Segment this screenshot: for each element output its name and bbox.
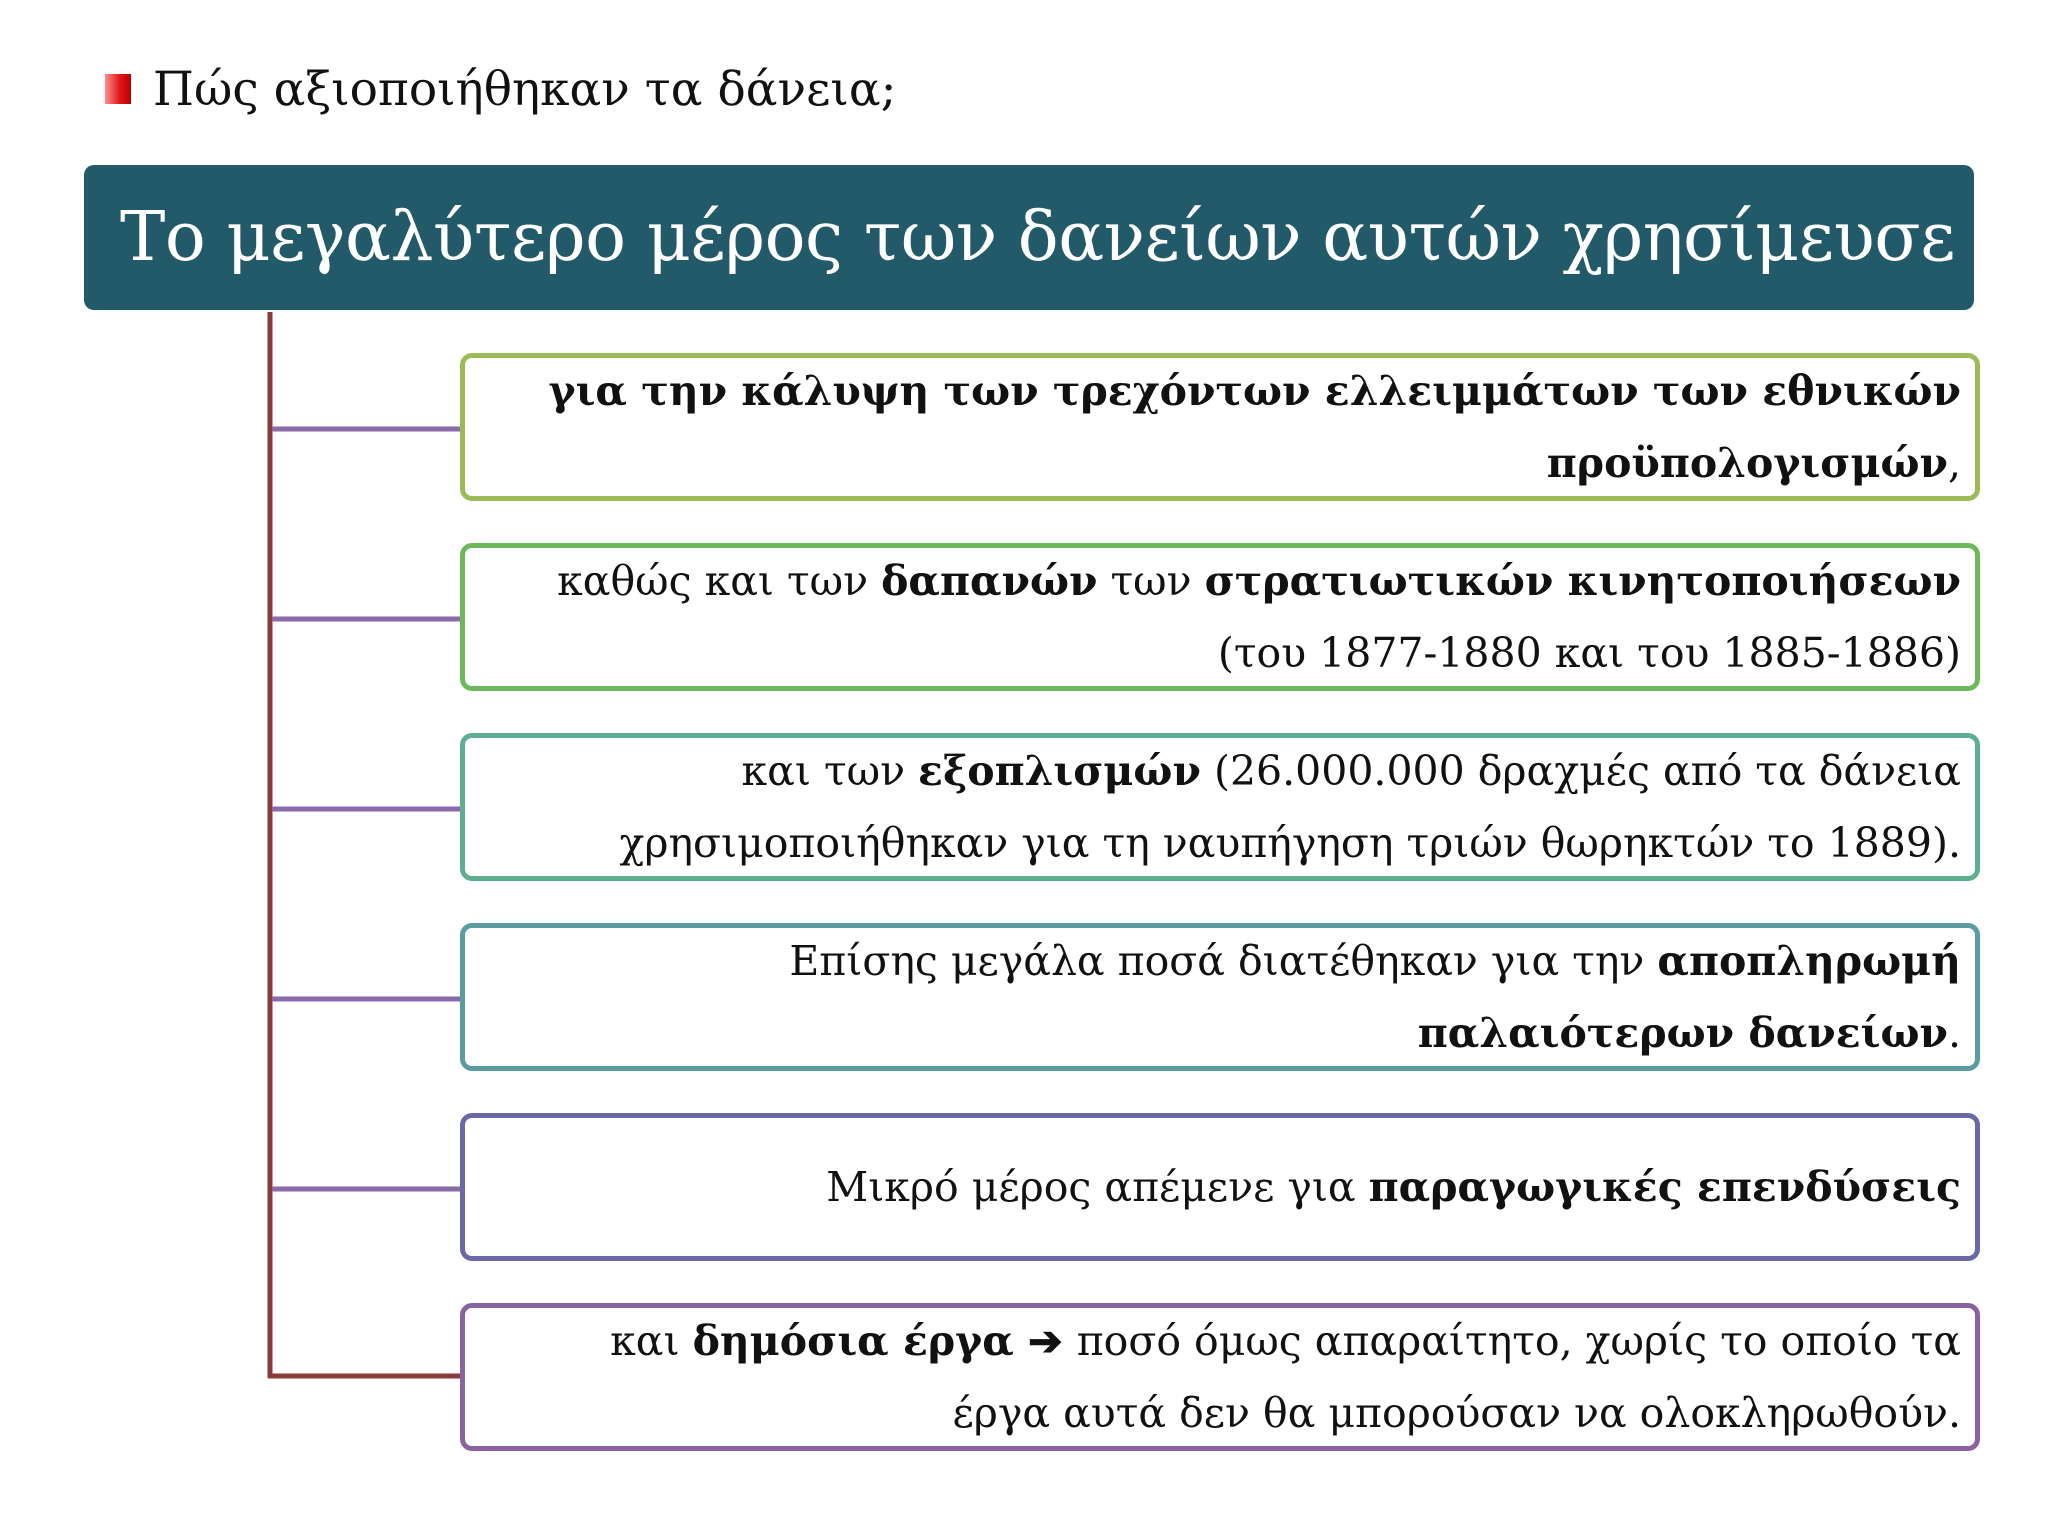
item-3-line-2 bbox=[620, 807, 1961, 879]
item-1-line-1 bbox=[549, 355, 1961, 427]
item-3-line-1 bbox=[742, 735, 1961, 807]
item-box-4 bbox=[460, 923, 1980, 1071]
item-1-bold-text: για την κάλυψη των τρεχόντων ελλειμμάτων των εθνικών bbox=[548, 367, 1961, 415]
item-6-text: και bbox=[610, 1317, 693, 1365]
item-5-bold-text: παραγωγικές επενδύσεις bbox=[1368, 1163, 1961, 1211]
item-box-3 bbox=[460, 733, 1980, 881]
item-1-line-2 bbox=[1547, 427, 1961, 499]
item-6-text-3: έργα αυτά δεν θα μπορούσαν να ολοκληρωθούν. bbox=[952, 1389, 1961, 1437]
item-2-text-3: (του 1877-1880 και του 1885-1886) bbox=[1217, 629, 1961, 677]
item-3-text-2: (26.000.000 δραχμές από τα δάνεια bbox=[1200, 747, 1961, 795]
item-6-line-2 bbox=[953, 1377, 1961, 1449]
header-title: Το μεγαλύτερο μέρος των δανείων αυτών χρησίμευσε bbox=[120, 198, 1955, 277]
question-text: Πώς αξιοποιήθηκαν τα δάνεια; bbox=[153, 61, 897, 117]
item-box-1 bbox=[460, 353, 1980, 501]
item-2-text-2: των bbox=[1097, 557, 1205, 605]
item-4-line-2 bbox=[1418, 997, 1961, 1069]
item-4-text: Επίσης μεγάλα ποσά διατέθηκαν για την bbox=[789, 937, 1658, 985]
item-box-6 bbox=[460, 1303, 1980, 1451]
question-row bbox=[105, 54, 896, 124]
arrow-right-icon: ➔ bbox=[1013, 1317, 1077, 1365]
item-3-bold-text: εξοπλισμών bbox=[918, 747, 1201, 795]
item-6-text-2: ποσό όμως απαραίτητο, χωρίς το οποίο τα bbox=[1076, 1317, 1961, 1365]
header-box bbox=[84, 165, 1974, 310]
item-2-text: καθώς και των bbox=[557, 557, 882, 605]
item-6-line-1 bbox=[610, 1305, 1961, 1377]
item-box-5 bbox=[460, 1113, 1980, 1261]
item-2-line-1 bbox=[557, 545, 1961, 617]
item-2-bold-text-2: στρατιωτικών κινητοποιήσεων bbox=[1204, 557, 1961, 605]
item-3-text-3: χρησιμοποιήθηκαν για τη ναυπήγηση τριών θωρηκτών το 1889). bbox=[619, 819, 1961, 867]
item-4-bold-text-2: παλαιότερων δανείων bbox=[1417, 1009, 1948, 1057]
item-1-bold-text-2: προϋπολογισμών bbox=[1546, 439, 1948, 487]
item-5-line-1 bbox=[826, 1151, 1961, 1223]
item-4-text-2: . bbox=[1947, 1009, 1961, 1057]
item-6-bold-text: δημόσια έργα bbox=[692, 1317, 1014, 1365]
item-2-line-2 bbox=[1218, 617, 1961, 689]
item-4-line-1 bbox=[789, 925, 1961, 997]
item-4-bold-text: αποπληρωμή bbox=[1657, 937, 1961, 985]
item-2-bold-text: δαπανών bbox=[881, 557, 1098, 605]
item-3-text: και των bbox=[741, 747, 919, 795]
item-box-2 bbox=[460, 543, 1980, 691]
item-5-text: Μικρό μέρος απέμενε για bbox=[826, 1163, 1369, 1211]
item-1-text: , bbox=[1947, 439, 1961, 487]
bullet-icon bbox=[105, 74, 131, 104]
